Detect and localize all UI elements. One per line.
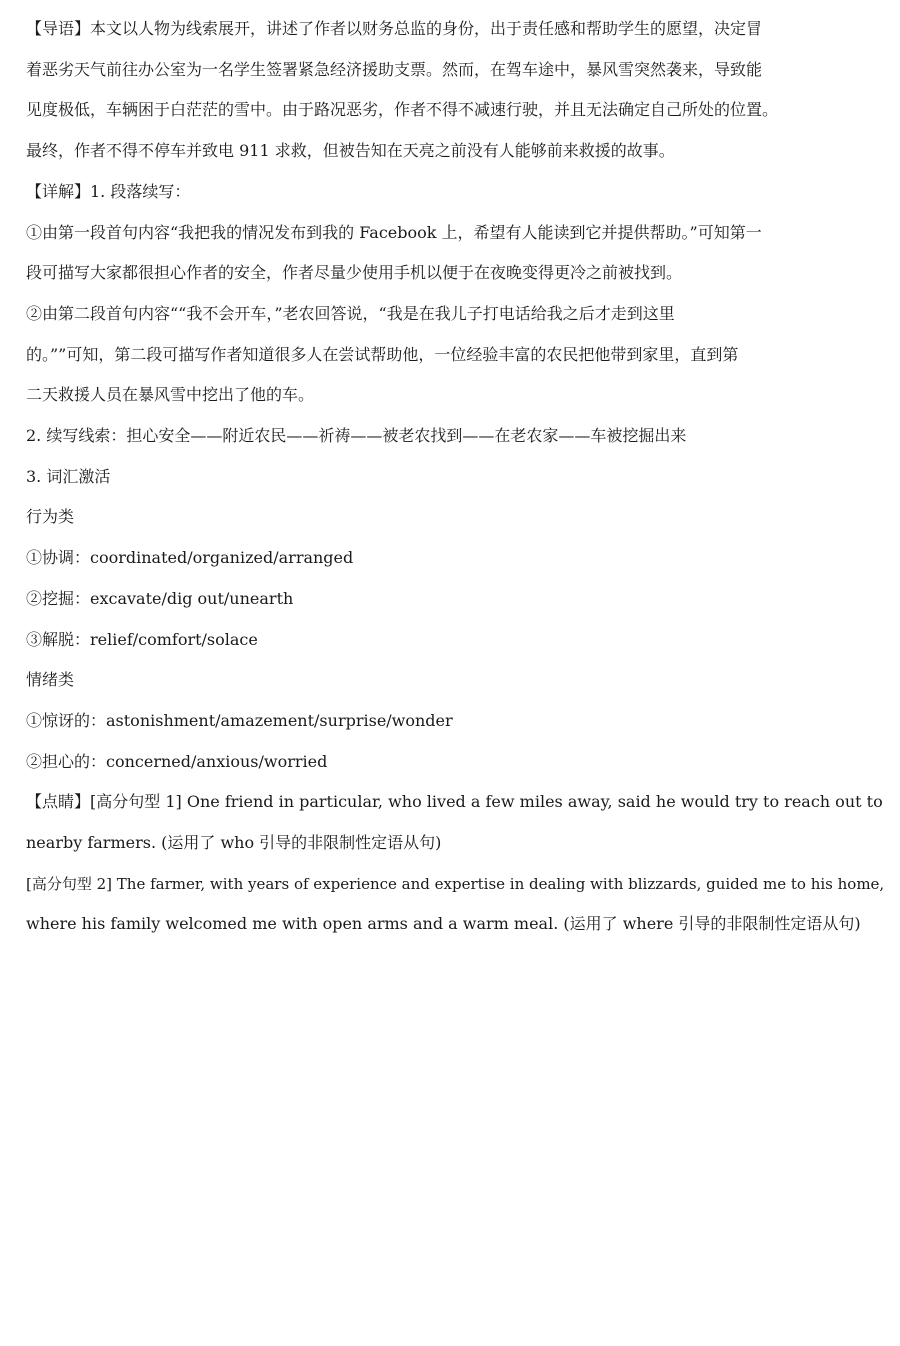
emotion-heading: 情绪类 xyxy=(26,670,75,690)
highlight-sentence-2-line: [高分句型 2] The farmer, with years of experience and expertise in dealing with blizzards, guided me to his home, xyxy=(26,874,885,893)
point1-line: ①由第一段首句内容“我把我的情况发布到我的 Facebook 上，希望有人能读到它并提供帮助。”可知第一 xyxy=(26,222,762,242)
highlight-sentence-1-line: nearby farmers. (运用了 who 引导的非限制性定语从句) xyxy=(26,833,442,853)
emotion-item: ②担心的：concerned/anxious/worried xyxy=(26,751,328,771)
point2-line: 二天救援人员在暴风雪中挖出了他的车。 xyxy=(26,385,315,405)
intro-line: 见度极低，车辆困于白茫茫的雪中。由于路况恶劣，作者不得不减速行驶，并且无法确定自己所处的位置。 xyxy=(26,100,779,120)
point1-line: 段可描写大家都很担心作者的安全，作者尽量少使用手机以便于在夜晚变得更冷之前被找到。 xyxy=(26,263,683,283)
behavior-heading: 行为类 xyxy=(26,507,75,527)
clue-line: 2. 续写线索：担心安全——附近农民——祈祷——被老农找到——在老农家——车被挖掘出来 xyxy=(26,426,687,446)
detail-heading: 【详解】1. 段落续写： xyxy=(26,181,191,201)
intro-line: 最终，作者不得不停车并致电 911 求救，但被告知在天亮之前没有人能够前来救援的故事。 xyxy=(26,141,675,161)
behavior-item: ③解脱：relief/comfort/solace xyxy=(26,629,258,649)
highlight-section xyxy=(26,782,886,945)
behavior-item: ①协调：coordinated/organized/arranged xyxy=(26,548,354,568)
point2-line: ②由第二段首句内容““我不会开车，”老农回答说，“我是在我儿子打电话给我之后才走到这里 xyxy=(26,303,675,323)
vocab-heading: 3. 词汇激活 xyxy=(26,466,111,486)
intro-section xyxy=(26,9,886,172)
intro-line: 着恶劣天气前往办公室为一名学生签署紧急经济援助支票。然而，在驾车途中，暴风雪突然袭来，导致能 xyxy=(26,59,763,79)
behavior-item: ②挖掘：excavate/dig out/unearth xyxy=(26,588,294,608)
intro-line: 【导语】本文以人物为线索展开，讲述了作者以财务总监的身份，出于责任感和帮助学生的愿望，决定冒 xyxy=(26,19,763,38)
document-body xyxy=(26,9,886,945)
emotion-item: ①惊讶的：astonishment/amazement/surprise/wonder xyxy=(26,710,453,730)
detail-section xyxy=(26,172,886,783)
point2-line: 的。””可知，第二段可描写作者知道很多人在尝试帮助他，一位经验丰富的农民把他带到家里，直到第 xyxy=(26,344,739,364)
highlight-sentence-1-line: 【点睛】[高分句型 1] One friend in particular, who lived a few miles away, said he would try to reach out to xyxy=(26,792,883,812)
highlight-sentence-2-line: where his family welcomed me with open arms and a warm meal. (运用了 where 引导的非限制性定语从句) xyxy=(26,914,861,934)
